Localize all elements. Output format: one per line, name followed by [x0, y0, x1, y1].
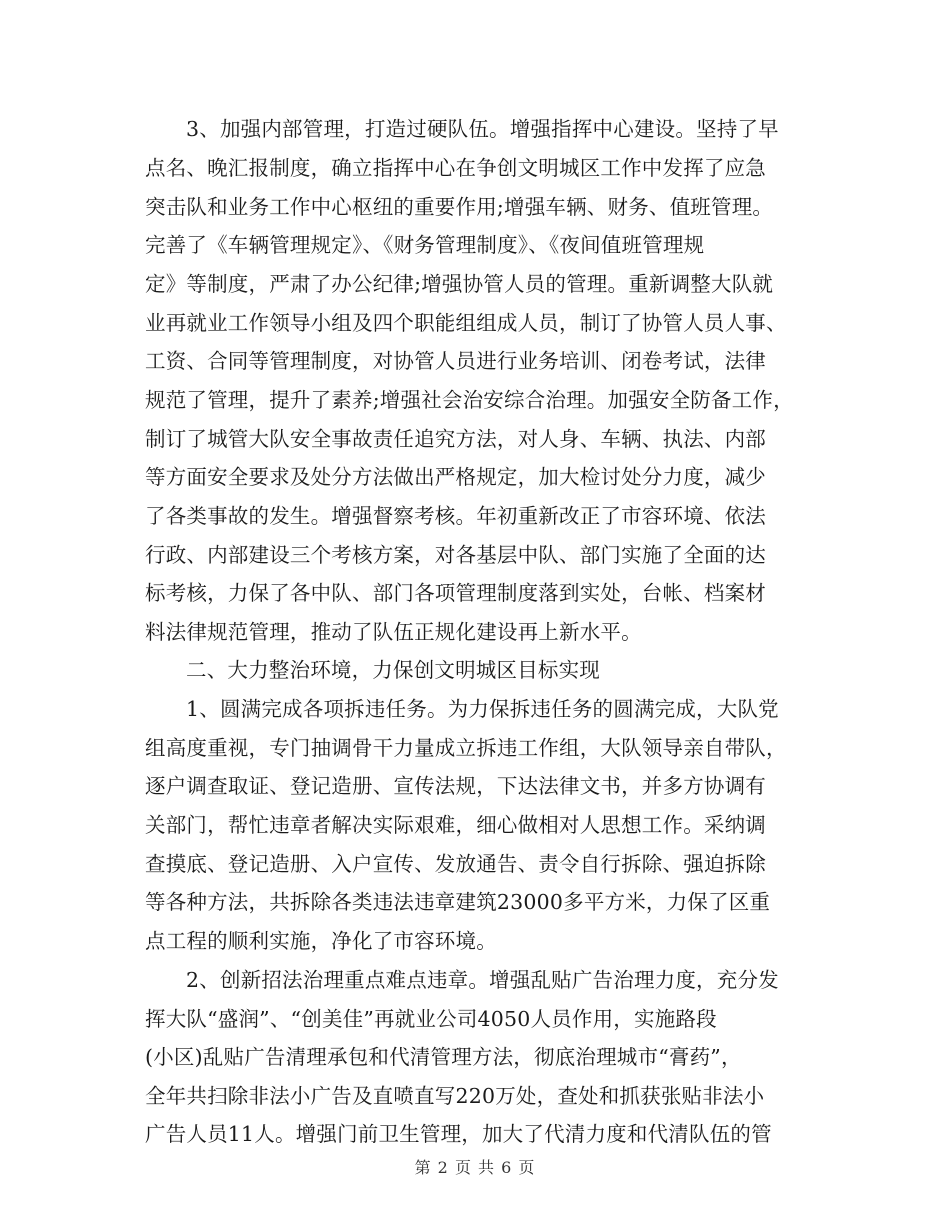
paragraph-line: 规范了管理，提升了素养;增强社会治安综合治理。加强安全防备工作， [145, 388, 794, 412]
paragraph-line: 业再就业工作领导小组及四个职能组组成人员，制订了协管人员人事、 [145, 311, 787, 335]
paragraph-line: 料法律规范管理，推动了队伍正规化建设再上新水平。 [145, 620, 642, 644]
paragraph-line: 行政、内部建设三个考核方案，对各基层中队、部门实施了全面的达 [145, 543, 766, 567]
paragraph-line: 2、创新招法治理重点难点违章。增强乱贴广告治理力度，充分发 [186, 968, 779, 992]
paragraph-line: 制订了城管大队安全事故责任追究方法，对人身、车辆、执法、内部 [145, 427, 766, 451]
paragraph-line: 逐户调查取证、登记造册、宣传法规，下达法律文书，并多方协调有 [145, 774, 766, 798]
paragraph-line: 工资、合同等管理制度，对协管人员进行业务培训、闭卷考试，法律 [145, 349, 766, 373]
paragraph-line: 完善了《车辆管理规定》、《财务管理制度》、《夜间值班管理规 [145, 233, 705, 257]
paragraph-line: 查摸底、登记造册、入户宣传、发放通告、责令自行拆除、强迫拆除 [145, 852, 766, 876]
paragraph-line: 点工程的顺利实施，净化了市容环境。 [145, 929, 497, 953]
paragraph-line: 等各种方法，共拆除各类违法违章建筑23000多平方米，力保了区重 [145, 890, 771, 914]
section-heading: 二、大力整治环境，力保创文明城区目标实现 [186, 658, 600, 682]
paragraph-line: 挥大队“盛润”、“创美佳”再就业公司4050人员作用，实施路段 [145, 1007, 717, 1031]
paragraph-line: 关部门，帮忙违章者解决实际艰难，细心做相对人思想工作。采纳调 [145, 813, 766, 837]
paragraph-line: 等方面安全要求及处分方法做出严格规定，加大检讨处分力度，减少 [145, 465, 766, 489]
paragraph-line: 1、圆满完成各项拆违任务。为力保拆违任务的圆满完成，大队党 [186, 697, 779, 721]
paragraph-line: 3、加强内部管理，打造过硬队伍。增强指挥中心建设。坚持了早 [186, 117, 779, 141]
paragraph-line: 组高度重视，专门抽调骨干力量成立拆违工作组，大队领导亲自带队， [145, 736, 787, 760]
paragraph-line: 定》等制度，严肃了办公纪律;增强协管人员的管理。重新调整大队就 [145, 272, 774, 296]
paragraph-line: 标考核，力保了各中队、部门各项管理制度落到实处，台帐、档案材 [145, 581, 766, 605]
page-number-footer: 第 2 页 共 6 页 [414, 1158, 536, 1177]
paragraph-line: 突击队和业务工作中心枢纽的重要作用;增强车辆、财务、值班管理。 [145, 195, 774, 219]
paragraph-line: 了各类事故的发生。增强督察考核。年初重新改正了市容环境、依法 [145, 504, 766, 528]
paragraph-line: 全年共扫除非法小广告及直喷直写220万处，查处和抓获张贴非法小 [145, 1084, 765, 1108]
paragraph-line: 点名、晚汇报制度，确立指挥中心在争创文明城区工作中发挥了应急 [145, 156, 766, 180]
paragraph-line: (小区)乱贴广告清理承包和代清管理方法，彻底治理城市“膏药”， [145, 1045, 742, 1069]
paragraph-line: 广告人员11人。增强门前卫生管理，加大了代清力度和代清队伍的管 [145, 1122, 772, 1146]
